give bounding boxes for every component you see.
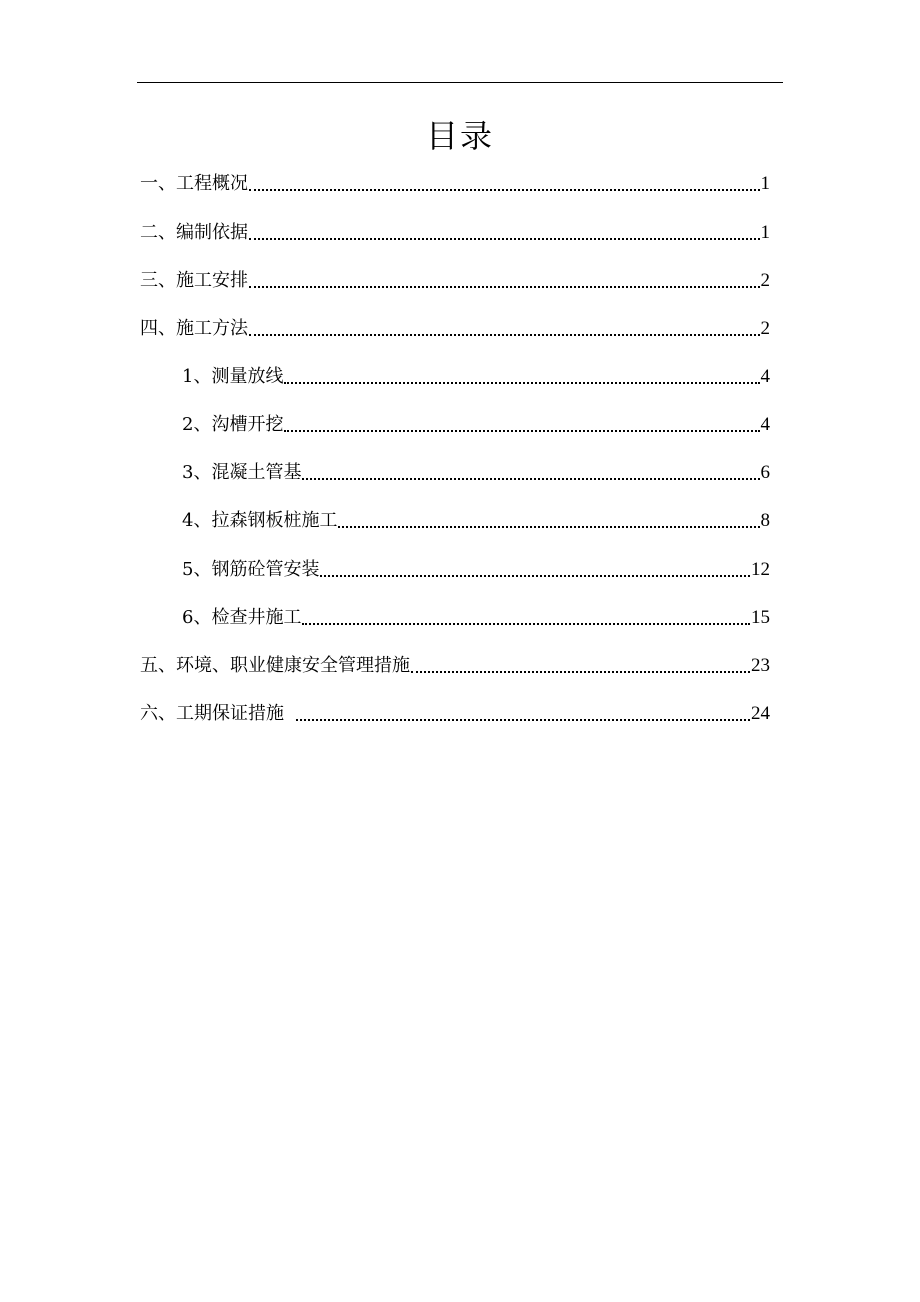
toc-entry[interactable] — [140, 267, 770, 295]
toc-page-number: 8 — [760, 510, 770, 531]
toc-entry-label: 3、混凝土管基 — [182, 462, 302, 483]
toc-entry-label: 四、施工方法 — [140, 318, 248, 339]
toc-page-number: 4 — [760, 414, 770, 435]
toc-dot-leader — [338, 526, 759, 528]
toc-page-number: 23 — [751, 655, 770, 676]
toc-page-number: 15 — [751, 607, 770, 628]
toc-entry-label: 5、钢筋砼管安装 — [182, 559, 320, 580]
toc-entry[interactable] — [140, 700, 770, 728]
toc-entry-label: 1、测量放线 — [182, 366, 284, 387]
toc-dot-leader — [249, 238, 760, 240]
toc-entry-label: 二、编制依据 — [140, 222, 248, 243]
toc-entry[interactable] — [140, 652, 770, 680]
toc-dot-leader — [302, 478, 759, 480]
toc-entry[interactable] — [182, 507, 770, 535]
toc-page-number: 4 — [760, 366, 770, 387]
toc-entry-label: 2、沟槽开挖 — [182, 414, 284, 435]
toc-dot-leader — [249, 286, 760, 288]
toc-entry[interactable] — [182, 604, 770, 632]
toc-dot-leader — [296, 719, 750, 721]
toc-entry[interactable] — [140, 170, 770, 198]
toc-page-number: 6 — [760, 462, 770, 483]
toc-entry-label: 五、环境、职业健康安全管理措施 — [140, 655, 410, 676]
toc-entry[interactable] — [182, 411, 770, 439]
toc-dot-leader — [249, 189, 760, 191]
toc-entry-label: 4、拉森钢板桩施工 — [182, 510, 338, 531]
toc-entry[interactable] — [140, 219, 770, 247]
toc-page-number: 1 — [760, 222, 770, 243]
toc-page-number: 2 — [760, 318, 770, 339]
toc-page-number: 12 — [751, 559, 770, 580]
toc-dot-leader — [284, 382, 759, 384]
toc-entry-label: 6、检查井施工 — [182, 607, 302, 628]
toc-page-number: 24 — [751, 703, 770, 724]
toc-entry[interactable] — [182, 556, 770, 584]
toc-dot-leader — [302, 623, 750, 625]
toc-entry-label: 一、工程概况 — [140, 173, 248, 194]
toc-entry[interactable] — [182, 363, 770, 391]
toc-dot-leader — [411, 671, 750, 673]
toc-title: 目录 — [425, 117, 494, 155]
toc-page-number: 1 — [760, 173, 770, 194]
toc-entry[interactable] — [182, 459, 770, 487]
toc-dot-leader — [249, 334, 760, 336]
toc-entry-label: 三、施工安排 — [140, 270, 248, 291]
toc-dot-leader — [320, 575, 750, 577]
toc-page-number: 2 — [760, 270, 770, 291]
toc-entry-label: 六、工期保证措施 — [140, 703, 284, 724]
toc-dot-leader — [284, 430, 759, 432]
toc-entry[interactable] — [140, 315, 770, 343]
